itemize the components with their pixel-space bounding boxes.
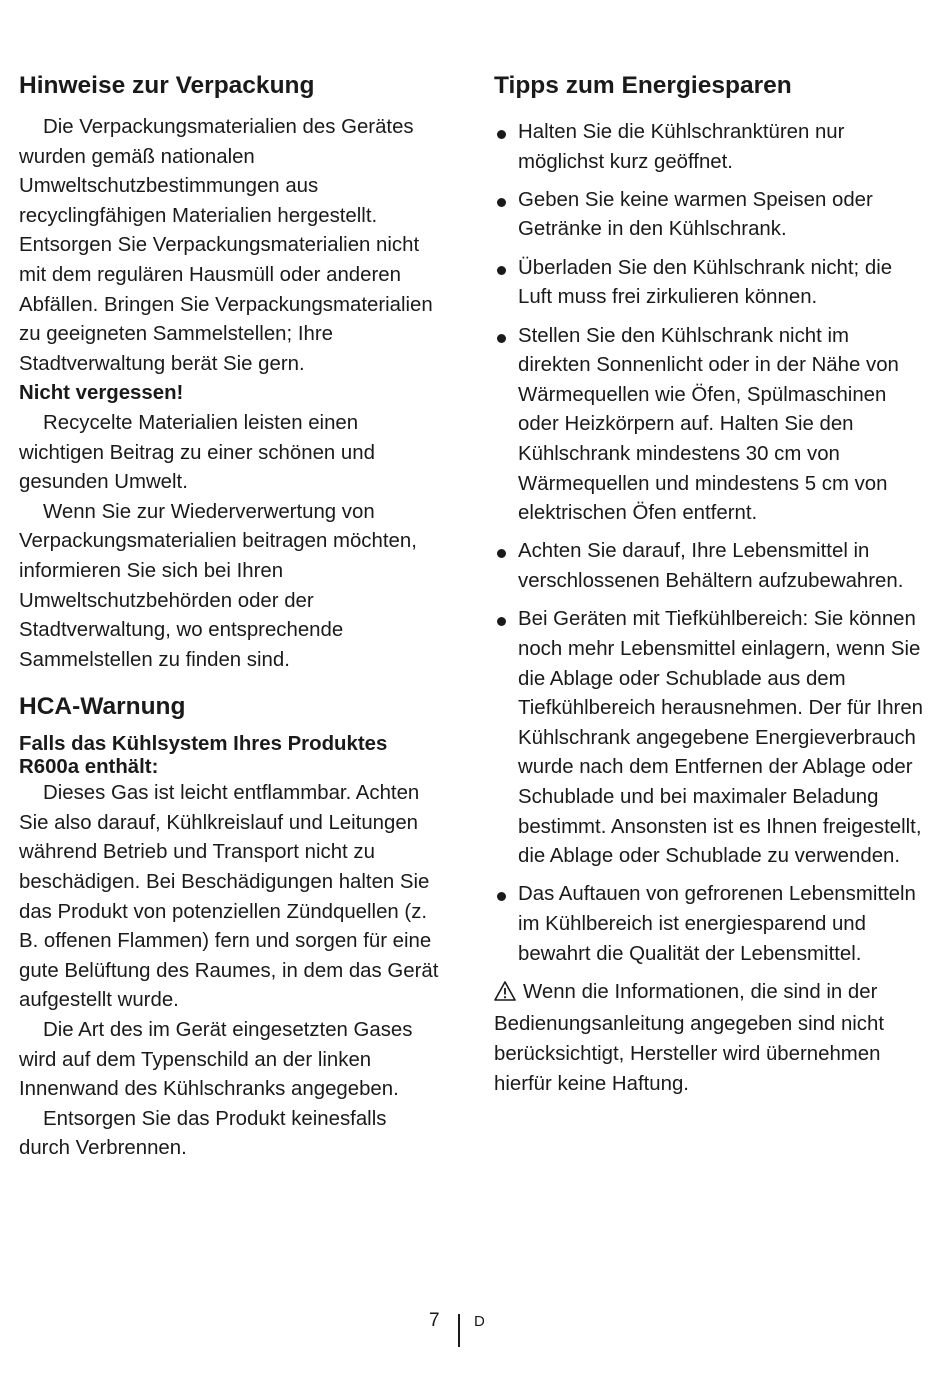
liability-warning: Wenn die Informationen, die sind in der Bedienungsanleitung angegeben sind nicht berücksichtigt, Hersteller wird übernehmen hierfür keine Haftung.: [494, 980, 885, 1095]
list-item: Stellen Sie den Kühlschrank nicht im direkten Sonnenlicht oder in der Nähe von Wärmequellen wie Öfen, Spülmaschinen oder Heizkörpern auf. Halten Sie den Kühlschrank mindestens 30 cm von Wärmequellen und mindestens 5 cm von elektrischen Öfen entfernt.: [494, 322, 924, 529]
left-column: [19, 68, 439, 1164]
list-item: Achten Sie darauf, Ihre Lebensmittel in verschlossenen Behältern aufzubewahren.: [494, 537, 924, 596]
bullet-icon: [497, 198, 506, 207]
language-code: D: [474, 1313, 485, 1330]
gas-type-paragraph: Die Art des im Gerät eingesetzten Gases wird auf dem Typenschild an der linken Innenwand des Kühlschranks angegeben.: [19, 1019, 413, 1101]
bullet-icon: [497, 549, 506, 558]
packaging-heading: Hinweise zur Verpackung: [19, 72, 315, 99]
bullet-icon: [497, 892, 506, 901]
warning-triangle-icon: [494, 981, 516, 1011]
hca-subheading: Falls das Kühlsystem Ihres Produktes R600a enthält:: [19, 733, 388, 779]
energy-tips-list: [494, 118, 924, 969]
list-item: Geben Sie keine warmen Speisen oder Getränke in den Kühlschrank.: [494, 186, 924, 245]
recycling-paragraph: Recycelte Materialien leisten einen wichtigen Beitrag zu einer schönen und gesunden Umwelt.: [19, 411, 375, 494]
page-number: 7: [429, 1310, 440, 1331]
disposal-paragraph: Entsorgen Sie das Produkt keinesfalls durch Verbrennen.: [19, 1107, 387, 1160]
list-item: Überladen Sie den Kühlschrank nicht; die Luft muss frei zirkulieren können.: [494, 254, 924, 313]
right-column: [494, 68, 924, 1099]
list-item: Bei Geräten mit Tiefkühlbereich: Sie können noch mehr Lebensmittel einlagern, wenn Sie die Ablage oder Schublade aus dem Tiefkühlbereich herausnehmen. Der für Ihren Kühlschrank angegebene Energieverbrauch wurde nach dem Entfernen der Ablage oder Schublade und bei maximaler Beladung bestimmt. Ansonsten ist es Ihnen freigestellt, die Ablage oder Schublade zu verwenden.: [494, 605, 924, 871]
list-item: Das Auftauen von gefrorenen Lebensmitteln im Kühlbereich ist energiesparend und bewahrt die Qualität der Lebensmittel.: [494, 880, 924, 969]
hca-heading: HCA-Warnung: [19, 693, 186, 721]
bullet-icon: [497, 334, 506, 343]
page-footer: [0, 1306, 950, 1346]
hca-flammable-paragraph: Dieses Gas ist leicht entflammbar. Achten Sie also darauf, Kühlkreislauf und Leitungen während Betrieb und Transport nicht zu beschädigen. Bei Beschädigungen halten Sie das Produkt von potenziellen Zündquellen (z. B. offenen Flammen) fern und sorgen für eine gute Belüftung des Raumes, in dem das Gerät aufgestellt wurde.: [19, 782, 439, 1012]
bullet-icon: [497, 617, 506, 626]
recycling-info-paragraph: Wenn Sie zur Wiederverwertung von Verpackungsmaterialien beitragen möchten, informieren Sie sich bei Ihren Umweltschutzbehörden oder der Stadtverwaltung, wo entsprechende Sammelstellen zu finden sind.: [19, 500, 417, 671]
list-item: Halten Sie die Kühlschranktüren nur möglichst kurz geöffnet.: [494, 118, 924, 177]
packaging-paragraph: Die Verpackungsmaterialien des Gerätes wurden gemäß nationalen Umweltschutzbestimmungen aus recyclingfähigen Materialien hergestellt. Entsorgen Sie Verpackungsmaterialien nicht mit dem regulären Hausmüll oder anderen Abfällen. Bringen Sie Verpackungsmaterialien zu geeigneten Sammelstellen; Ihre Stadtverwaltung berät Sie gern.: [19, 116, 433, 375]
energy-tips-heading: Tipps zum Energiesparen: [494, 72, 792, 99]
bullet-icon: [497, 130, 506, 139]
footer-divider: [458, 1314, 460, 1347]
remember-label: Nicht vergessen!: [19, 382, 184, 405]
bullet-icon: [497, 266, 506, 275]
